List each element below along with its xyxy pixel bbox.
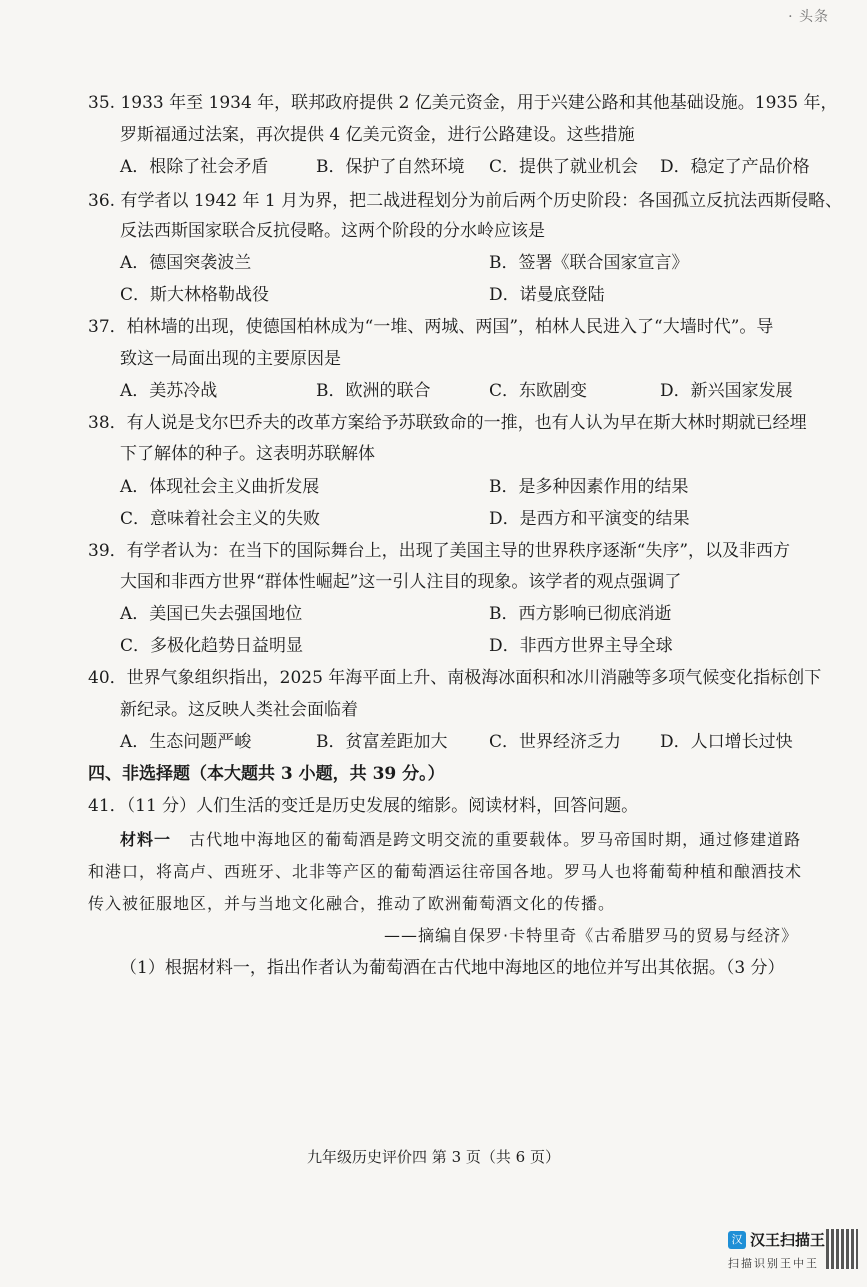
q38-option-b: B．是多种因素作用的结果 xyxy=(489,477,689,497)
q40-option-b: B．贫富差距加大 xyxy=(316,732,448,752)
q36-option-c: C．斯大林格勒战役 xyxy=(120,285,270,305)
material-1-source: ——摘编自保罗·卡特里奇《古希腊罗马的贸易与经济》 xyxy=(384,926,799,945)
q38-option-c: C．意味着社会主义的失败 xyxy=(120,509,321,529)
q38-line1: 38．有人说是戈尔巴乔夫的改革方案给予苏联致命的一推，也有人认为早在斯大林时期就已经埋 xyxy=(88,413,807,433)
q36-option-d: D．诺曼底登陆 xyxy=(489,285,605,305)
q39-option-c: C．多极化趋势日益明显 xyxy=(120,636,304,656)
q35-option-c: C．提供了就业机会 xyxy=(489,157,639,177)
q39-option-b: B．西方影响已彻底消逝 xyxy=(489,604,672,624)
q38-option-a: A．体现社会主义曲折发展 xyxy=(120,477,320,497)
q35-line2: 罗斯福通过法案，再次提供 4 亿美元资金，进行公路建设。这些措施 xyxy=(120,125,635,145)
q37-line2: 致这一局面出现的主要原因是 xyxy=(120,349,341,369)
scanner-name: 汉王扫描王 xyxy=(750,1231,826,1249)
scanner-logo-icon: 汉 xyxy=(728,1231,746,1249)
q39-option-a: A．美国已失去强国地位 xyxy=(120,604,303,624)
material-1-heading: 材料一 xyxy=(120,830,172,849)
q35-line1: 35. 1933 年至 1934 年，联邦政府提供 2 亿美元资金，用于兴建公路和其他基础设施。1935 年， xyxy=(88,93,838,113)
q40-line2: 新纪录。这反映人类社会面临着 xyxy=(120,700,358,720)
page-footer: 九年级历史评价四 第 3 页（共 6 页） xyxy=(307,1148,560,1166)
corner-mark: · 头条 xyxy=(788,9,829,25)
q36-option-b: B．签署《联合国家宣言》 xyxy=(489,253,689,273)
q35-option-d: D．稳定了产品价格 xyxy=(660,157,810,177)
section-heading: 四、非选择题（本大题共 3 小题，共 39 分。） xyxy=(88,764,445,784)
q36-line2: 反法西斯国家联合反抗侵略。这两个阶段的分水岭应该是 xyxy=(120,221,545,241)
q39-line1: 39．有学者认为：在当下的国际舞台上，出现了美国主导的世界秩序逐渐“失序”，以及非西方 xyxy=(88,541,791,561)
q40-option-d: D．人口增长过快 xyxy=(660,732,793,752)
q38-option-d: D．是西方和平演变的结果 xyxy=(489,509,690,529)
material-1-line1 xyxy=(120,829,801,851)
q37-option-a: A．美苏冷战 xyxy=(120,381,218,401)
qr-code-icon xyxy=(826,1229,858,1269)
material-1-text: 古代地中海地区的葡萄酒是跨文明交流的重要载体。罗马帝国时期，通过修建道路 xyxy=(189,830,802,849)
q36-line1: 36. 有学者以 1942 年 1 月为界，把二战进程划分为前后两个历史阶段：各国孤立反抗法西斯侵略、 xyxy=(88,191,843,211)
q37-line1: 37．柏林墙的出现，使德国柏林成为“一堆、两城、两国”，柏林人民进入了“大墙时代”。导 xyxy=(88,317,774,337)
q39-line2: 大国和非西方世界“群体性崛起”这一引人注目的现象。该学者的观点强调了 xyxy=(120,572,682,592)
q37-option-b: B．欧洲的联合 xyxy=(316,381,431,401)
q35-option-a: A．根除了社会矛盾 xyxy=(120,157,269,177)
q40-line1: 40．世界气象组织指出，2025 年海平面上升、南极海冰面积和冰川消融等多项气候变化指标创下 xyxy=(88,668,822,688)
q36-option-a: A．德国突袭波兰 xyxy=(120,253,252,273)
q37-option-c: C．东欧剧变 xyxy=(489,381,588,401)
q35-option-b: B．保护了自然环境 xyxy=(316,157,465,177)
scanner-watermark xyxy=(728,1229,858,1279)
material-1-line3: 传入被征服地区，并与当地文化融合，推动了欧洲葡萄酒文化的传播。 xyxy=(88,894,616,913)
q39-option-d: D．非西方世界主导全球 xyxy=(489,636,673,656)
material-1-line2: 和港口，将高卢、西班牙、北非等产区的葡萄酒运往帝国各地。罗马人也将葡萄种植和酿酒技术 xyxy=(88,862,803,881)
q38-line2: 下了解体的种子。这表明苏联解体 xyxy=(120,444,375,464)
q41-sub1: （1）根据材料一，指出作者认为葡萄酒在古代地中海地区的地位并写出其依据。（3 分） xyxy=(120,958,785,978)
q41-line1: 41．（11 分）人们生活的变迁是历史发展的缩影。阅读材料，回答问题。 xyxy=(88,796,639,816)
q40-option-a: A．生态问题严峻 xyxy=(120,732,252,752)
q40-option-c: C．世界经济乏力 xyxy=(489,732,622,752)
scanner-tagline: 扫描识别王中王 xyxy=(728,1257,819,1270)
q37-option-d: D．新兴国家发展 xyxy=(660,381,793,401)
